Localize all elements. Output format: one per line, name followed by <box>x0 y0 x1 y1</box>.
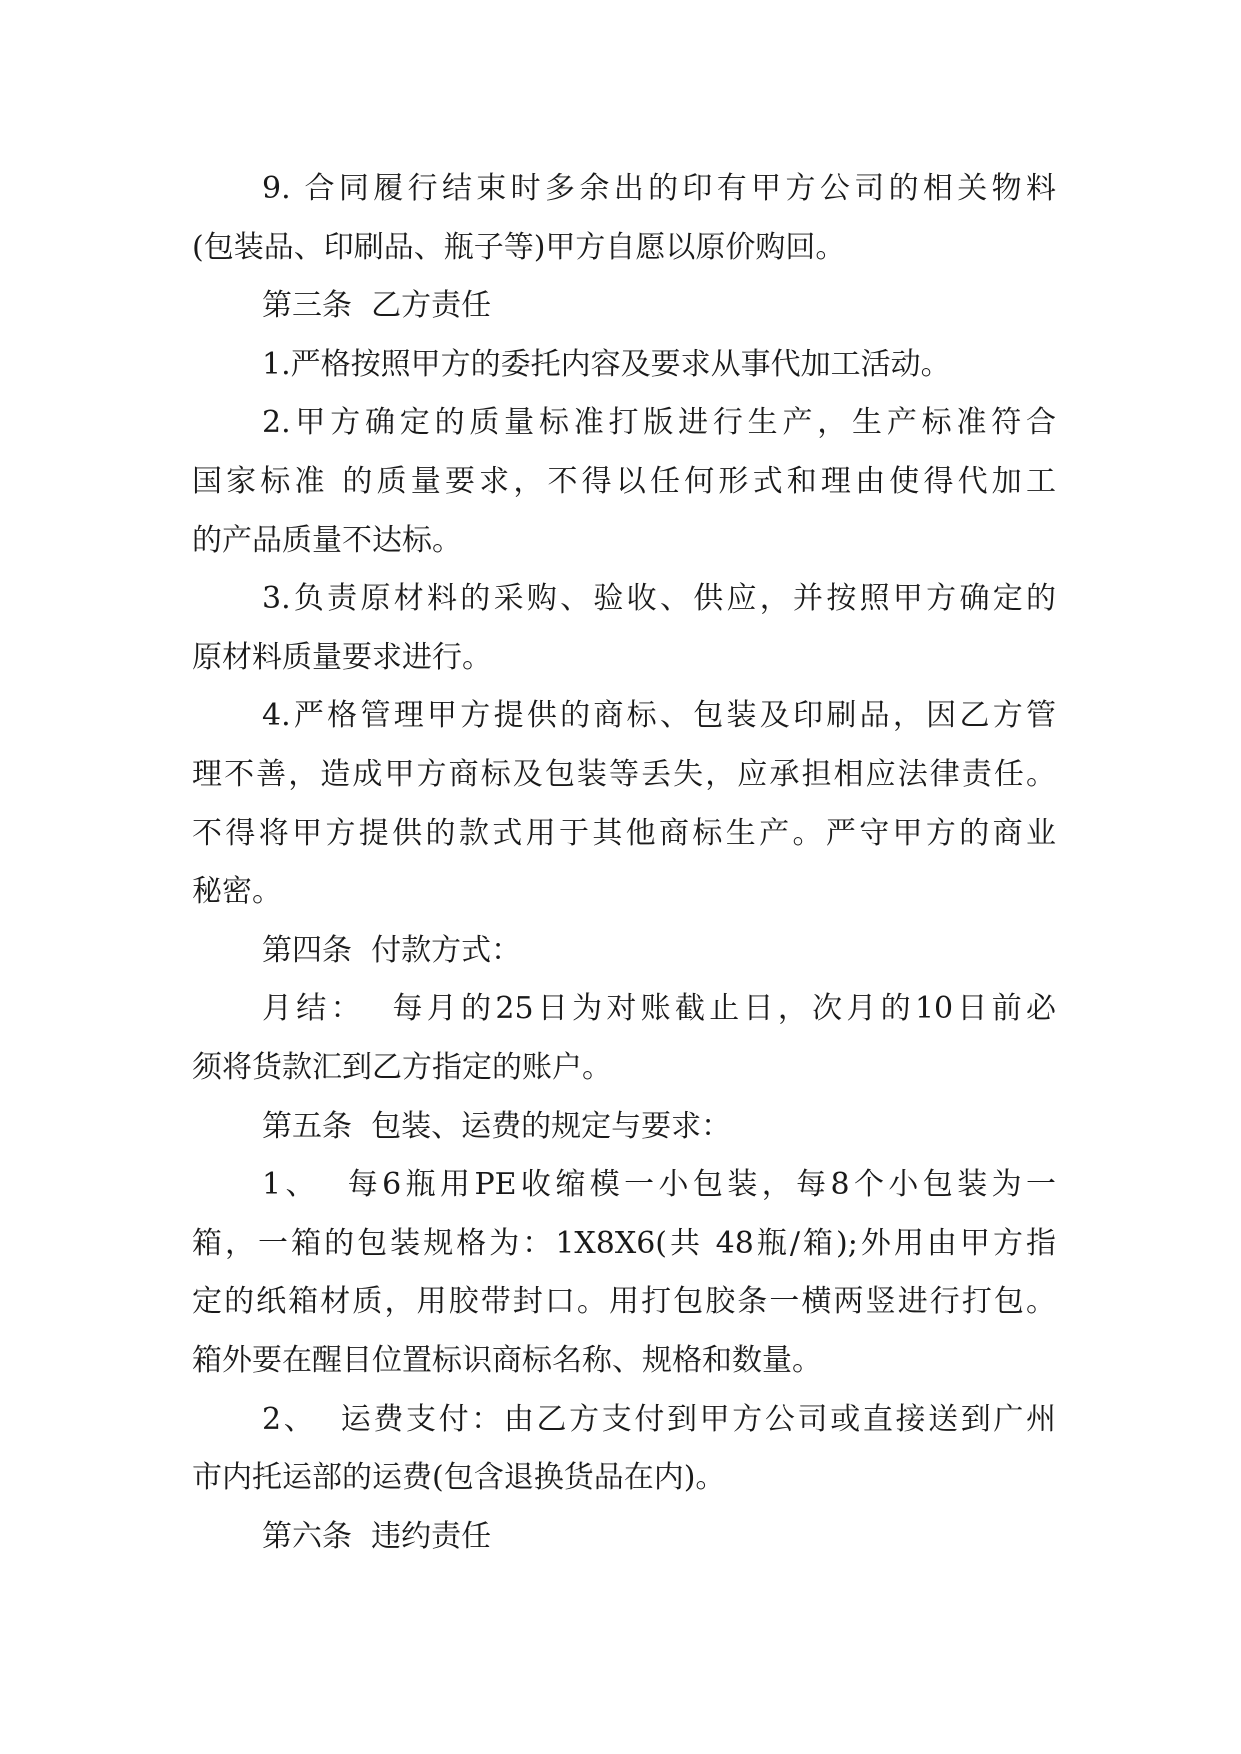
paragraph-line: 2.甲方确定的质量标准打版进行生产，生产标准符合 <box>262 405 1056 440</box>
paragraph-line: 4.严格管理甲方提供的商标、包装及印刷品，因乙方管 <box>262 698 1056 733</box>
paragraph-line: (包装品、印刷品、瓶子等)甲方自愿以原价购回。 <box>192 230 846 265</box>
paragraph-line: 国家标准 的质量要求，不得以任何形式和理由使得代加工 <box>192 464 1056 499</box>
paragraph-line: 定的纸箱材质，用胶带封口。用打包胶条一横两竖进行打包。 <box>192 1284 1056 1319</box>
paragraph-line: 月结： 每月的25日为对账截止日，次月的10日前必 <box>262 991 1056 1026</box>
paragraph-line: 3.负责原材料的采购、验收、供应，并按照甲方确定的 <box>262 581 1056 616</box>
paragraph-line: 箱外要在醒目位置标识商标名称、规格和数量。 <box>192 1343 822 1378</box>
paragraph-line: 的产品质量不达标。 <box>192 523 462 558</box>
paragraph-line: 9. 合同履行结束时多余出的印有甲方公司的相关物料 <box>262 171 1056 206</box>
paragraph-line: 理不善，造成甲方商标及包装等丢失，应承担相应法律责任。 <box>192 757 1056 792</box>
section-heading: 第三条 乙方责任 <box>262 288 492 323</box>
section-heading: 第五条 包装、运费的规定与要求： <box>262 1109 732 1144</box>
paragraph-line: 1、 每6瓶用PE收缩模一小包装，每8个小包装为一 <box>262 1167 1056 1202</box>
paragraph-line: 1.严格按照甲方的委托内容及要求从事代加工活动。 <box>262 347 951 382</box>
paragraph-line: 原材料质量要求进行。 <box>192 640 492 675</box>
section-heading: 第四条 付款方式： <box>262 933 522 968</box>
paragraph-line: 市内托运部的运费(包含退换货品在内)。 <box>192 1460 726 1495</box>
paragraph-line: 箱，一箱的包装规格为：1X8X6(共 48瓶/箱);外用由甲方指 <box>192 1226 1056 1261</box>
paragraph-line: 须将货款汇到乙方指定的账户。 <box>192 1050 612 1085</box>
paragraph-line: 2、 运费支付：由乙方支付到甲方公司或直接送到广州 <box>262 1402 1056 1437</box>
paragraph-line: 不得将甲方提供的款式用于其他商标生产。严守甲方的商业 <box>192 816 1056 851</box>
paragraph-line: 秘密。 <box>192 874 282 909</box>
section-heading: 第六条 违约责任 <box>262 1519 492 1554</box>
